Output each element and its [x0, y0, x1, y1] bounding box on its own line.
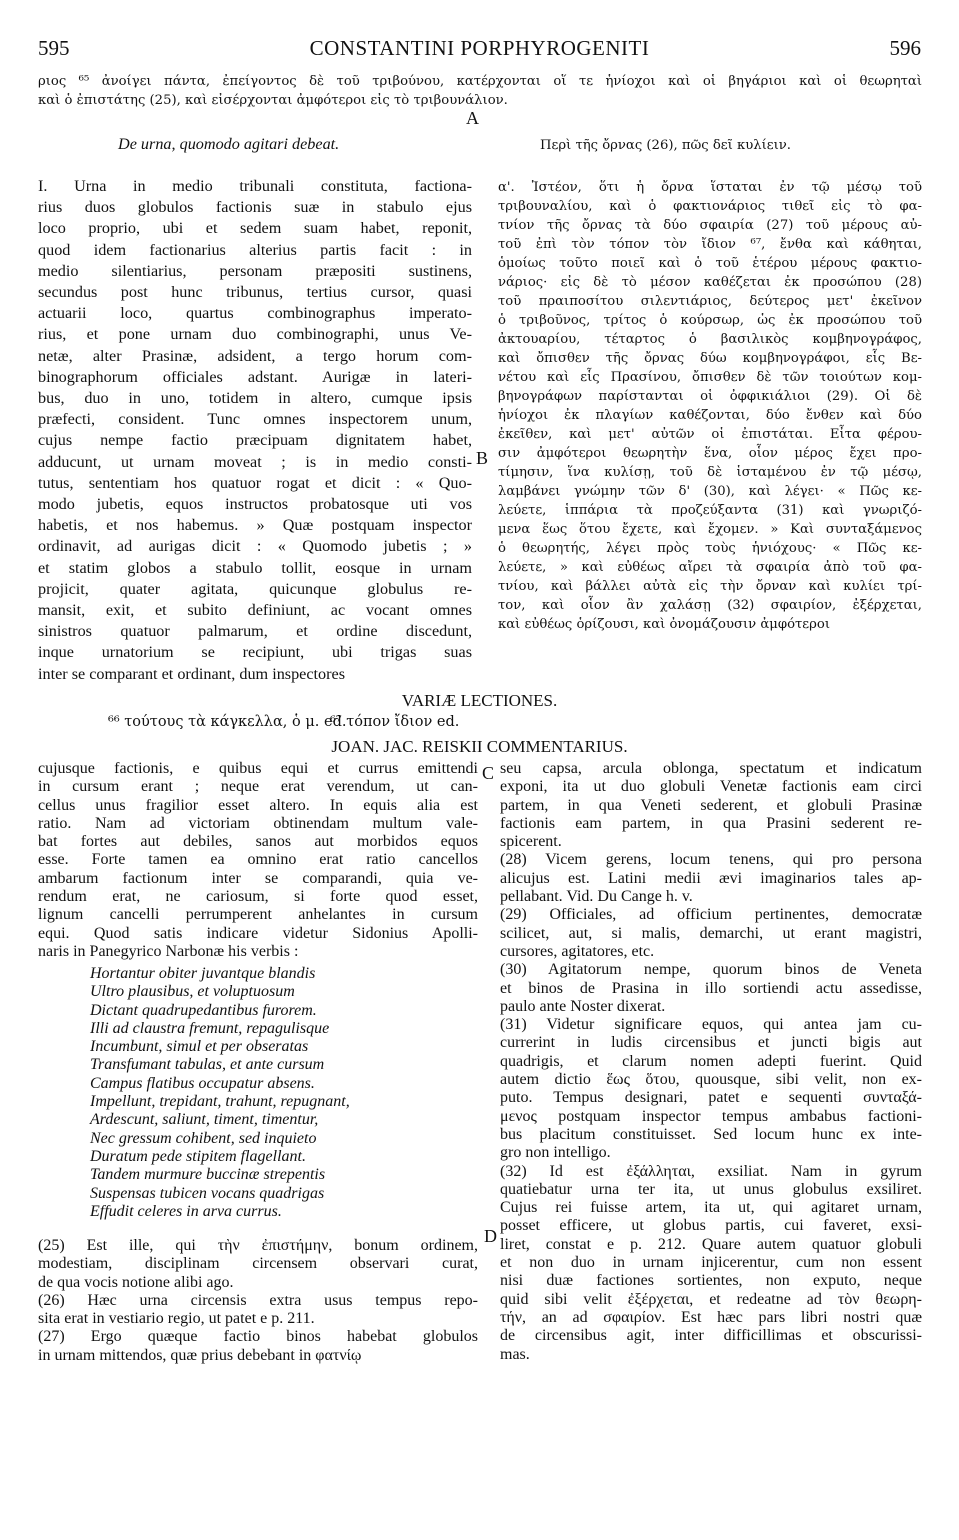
text-line: liret, constat e p. 212. Quare autem quatuor globuli — [500, 1235, 922, 1253]
text-line: medio silentiarius, personam præpositi sustinens, — [38, 261, 472, 280]
text-line: Ardescunt, saliunt, timent, timentur, — [90, 1111, 319, 1129]
text-line: ὁμοίως τοῦτο ποιεῖ καὶ ὁ τοῦ ἑτέρου μέρους φακτιο- — [498, 256, 922, 271]
commentary-left-top — [38, 760, 478, 961]
margin-marker-b: B — [476, 448, 489, 468]
text-line: Hortantur obiter juvantque blandis — [90, 965, 316, 982]
text-line: spicerent. — [500, 833, 562, 851]
text-line: habetis, et nos habemus. » Quæ postquam inspector — [38, 516, 472, 535]
text-line: Incumbunt, simul et per obseratas — [90, 1038, 309, 1056]
margin-marker-a: A — [466, 108, 479, 128]
text-line: Transfumant tabulas, et ante cursum — [90, 1056, 325, 1074]
text-line: τνίον τῆς ὄρνας τὰ δύο σφαιρία (27) τοῦ μέρους αὐ- — [498, 218, 922, 233]
text-line: exponi, ita ut duo globuli Venetæ factionis eam circi — [500, 778, 922, 796]
text-line: καὶ εὐθέως ὁρίζουσι, καὶ ὀνομάζουσιν ἀμφότεροι — [498, 617, 830, 632]
margin-marker-c: C — [482, 763, 495, 783]
text-line: quod idem factionarius alterius partis facit : in — [38, 240, 472, 259]
text-line: inque urnatorium se recipiunt, ubi trigas suas — [38, 643, 472, 662]
commentary-right — [500, 760, 922, 1364]
text-line: alicujus est. Latini medii ævi imaginarios tales ap- — [500, 869, 922, 887]
text-line: cursores, agitatores, etc. — [500, 942, 655, 960]
text-line: λεύετε, » καὶ εὐθέως αἴρει τὰ σφαιρία ἀπὸ τοῦ φα- — [498, 560, 922, 575]
text-line: λεύετε, ἱππάρια τὰ προζεύξαντα (31) καὶ γνωριζό- — [498, 503, 922, 518]
text-line: (27) Ergo quæque factio binos habebat globulos — [38, 1328, 478, 1346]
text-line: ἐκεῖθεν, καὶ μετ' αὐτῶν οἱ ἐπιστάται. Εἶτα φέρου- — [498, 427, 922, 442]
text-line: Duratum pede stipitem flagellant. — [90, 1147, 306, 1165]
text-line: mansit, exit, et subito definiunt, ac vocant omnes — [38, 601, 472, 620]
text-line: equi. Quod satis indicare videtur Sidonius Apolli- — [38, 924, 478, 942]
text-line: cellus unus fragilior esset altero. In equis alia est — [38, 796, 478, 814]
text-line: I. Urna in medio tribunali constituta, factiona- — [38, 177, 472, 195]
page-number-left: 595 — [38, 36, 70, 60]
section-heading-latin: De urna, quomodo agitari debeat. — [118, 135, 340, 153]
text-line: esse. Forte tamen ea omnino erat ratio cancellos — [38, 851, 478, 869]
text-line: σιν ἀμφότεροι θεωρητὴν ἕνα, οἷον μέρος ἔχει προ- — [498, 446, 922, 461]
text-line: ὁ θεωρητής, λέγει πρὸς τοὺς ἡνιόχους· « Πῶς κε- — [498, 541, 922, 556]
text-line: mas. — [500, 1345, 530, 1363]
section-heading-greek: Περὶ τῆς ὄρνας (26), πῶς δεῖ κυλίειν. — [540, 138, 792, 153]
text-line: naris in Panegyrico Narbonæ his verbis : — [38, 942, 299, 960]
text-line: καὶ ὄπισθεν τῆς ὄρνας δύω κομβηνογράφοι, εἷς Βε- — [498, 351, 922, 366]
text-line: τνίου, καὶ βάλλει αὐτὰ εἰς τὴν ὄρναν καὶ κυλίει τρί- — [498, 579, 922, 594]
variae-lectiones-title: VARIÆ LECTIONES. — [401, 691, 558, 710]
text-line: ὁ τριβοῦνος, τρίτος ὁ κούρσωρ, ὡς ἐκ προσώπου τοῦ — [498, 313, 922, 328]
text-line: νέτου καὶ εἷς Πρασίνου, ὄπισθεν δὲ τῶν τοιούτων κομ- — [498, 370, 922, 385]
text-line: Impellunt, trepidant, trahunt, repugnant, — [90, 1093, 350, 1111]
text-line: scilicet, aut, si malis, demarchi, ut erant magistri, — [500, 924, 922, 942]
text-line: sinistros quatuor palmarum, et ordine discedunt, — [38, 622, 472, 641]
text-line: lignum cancelli perrumperent anhelantes in cursum — [38, 906, 478, 924]
text-line: quadrigis, et clarum nomen adepti fuerint. Quid — [500, 1052, 922, 1070]
text-line: Ultro plausibus, et voluptuosum — [90, 983, 295, 1001]
text-line: bus placitum constituisset. Sed locum hunc ex inte- — [500, 1125, 922, 1143]
text-line: τον, καὶ οἷον ἂν χαλάσῃ (32) σφαιρίον, ἐξέρχεται, — [498, 598, 922, 613]
commentary-left-bottom — [38, 1237, 478, 1365]
text-line: α'. Ἰστέον, ὅτι ἡ ὄρνα ἵσταται ἐν τῷ μέσῳ τοῦ — [498, 180, 922, 195]
text-line: Effudit celeres in arva currus. — [90, 1202, 282, 1220]
text-line: (30) Agitatorum nempe, quorum binos de Veneta — [500, 961, 922, 979]
text-line: cujus nempe factio præcipuam dignitatem habet, — [38, 431, 472, 450]
text-line: καὶ ὁ ἐπιστάτης (25), καὶ εἰσέρχονται ἀμφότεροι εἰς τὸ τριβουνάλιον. — [38, 93, 508, 108]
text-line: modestiam, disciplinam circensem observari curat, — [38, 1255, 478, 1273]
text-line: quatiebatur urna ter ita, ut unus globulus exsiliret. — [500, 1180, 922, 1198]
text-line: (29) Officiales, ad officium pertinentes, democratæ — [500, 906, 922, 924]
text-line: præfecti, consident. Tunc omnes inspectorem unum, — [38, 410, 472, 429]
text-line: et non duo in urnam injicerentur, cum non essent — [500, 1254, 922, 1272]
text-line: puto. Tempus designari, patet e sequenti συνταξά- — [500, 1089, 922, 1107]
text-line: quid sibi velit ἐξέρχεται, et redeatne ad τὸν θεωρη- — [500, 1290, 922, 1308]
text-line: currerint in ludis circensibus et juncti bigis aut — [500, 1034, 922, 1052]
text-line: posset efficere, ut globus partis, cui faveret, exsi- — [500, 1217, 922, 1235]
variant-note-67: ⁶⁷ τόπον ἴδιον ed. — [330, 714, 460, 730]
text-line: netæ, alter Prasinæ, adsident, a tergo horum com- — [38, 346, 472, 365]
text-line: nisi duæ factiones sortientes, non exputo, neque — [500, 1272, 922, 1290]
text-line: βηνογράφων παρίστανται οἱ ὀφφικιάλιοι (29). Οἱ δὲ — [498, 389, 922, 404]
text-line: rius, et pone urnam duo combinographi, unus Ve- — [38, 325, 472, 344]
text-line: (32) Id est ἐξάλληται, exsiliat. Nam in gyrum — [500, 1162, 922, 1180]
latin-main-text — [38, 176, 472, 685]
text-line: Suspensas tubicen vocans quadrigas — [90, 1184, 325, 1202]
text-line: τριβουναλίου, καὶ ὁ φακτιονάριος τιθεῖ εἰς τὸ φα- — [498, 199, 922, 214]
text-line: Campus flatibus occupatur absens. — [90, 1074, 315, 1092]
text-line: et binos de Prasina in illo sortiendi actu assedisse, — [500, 979, 922, 997]
page-number-right: 596 — [889, 36, 921, 60]
text-line: Illi ad claustra fremunt, repagulisque — [90, 1019, 330, 1037]
text-line: bat fortes aut debiles, sanos aut morbidos equos — [38, 833, 478, 851]
text-line: inter se comparant et ordinant, dum inspectores — [38, 664, 346, 683]
text-line: paulo ante Noster dixerat. — [500, 997, 666, 1015]
text-line: τοῦ ἐπὶ τὸν τόπον τὸν ἴδιον ⁶⁷, ἔνθα καὶ κάθηται, — [498, 237, 922, 252]
text-line: ambarum factionum inter se comparandi, quia ve- — [38, 869, 478, 887]
greek-main-text — [498, 178, 922, 634]
text-line: Dictant quadrupedantibus furorem. — [90, 1001, 317, 1019]
text-line: tutus, sententiam hos quatuor rogat et dicit : « Quo- — [38, 473, 472, 492]
text-line: de qua vocis notione alibi ago. — [38, 1273, 234, 1291]
text-line: λαμβάνει γνώμην τῶν δ' (30), καὶ λέγει· « Πῶς κε- — [498, 484, 922, 499]
text-line: μενα ἕως ὅτου ἔχετε, καὶ ἔχομεν. » Καὶ συνταξάμενος — [498, 522, 922, 537]
text-line: (28) Vicem gerens, locum tenens, qui pro persona — [500, 851, 922, 869]
text-line: μενος postquam inspector tempus ambabus factioni- — [500, 1107, 922, 1125]
variant-note-66: ⁶⁶ τούτους τὰ κάγκελλα, ὁ μ. ed. — [108, 714, 347, 730]
text-line: et statim globos a stabulo tollit, eosque in urnam — [38, 558, 472, 577]
text-line: Tandem murmure buccinæ strepentis — [90, 1166, 326, 1184]
running-title: CONSTANTINI PORPHYROGENITI — [309, 36, 650, 60]
text-line: rendum erat, ne cariosum, si forte quod esset, — [38, 888, 478, 906]
text-line: in urnam mittendos, quæ prius debebant in φατνίῳ — [38, 1346, 362, 1364]
running-header — [38, 36, 921, 60]
text-line: (25) Est ille, qui τὴν ἐπιστήμην, bonum ordinem, — [38, 1237, 478, 1254]
text-line: sita erat in vestiario regio, ut patet e p. 211. — [38, 1310, 315, 1328]
text-line: secundus post hunc tribunus, tertius cursor, quasi — [38, 283, 472, 302]
text-line: τίμησιν, ἵνα κυλίσῃ, τοῦ δὲ ἱσταμένου ἐν τῷ μέσῳ, — [498, 465, 922, 480]
text-line: τοῦ πραιποσίτου σιλεντιάριος, δεύτερος μετ' ἐκεῖνον — [498, 294, 922, 309]
text-line: projicit, quater agitata, quicunque globulus re- — [38, 579, 472, 598]
intro-greek — [38, 72, 922, 110]
text-line: Cujus rei fuisse artem, ita ut, qui agitaret urnam, — [500, 1199, 922, 1217]
text-line: seu capsa, arcula oblonga, spectatum et indicatum — [500, 760, 922, 777]
text-line: ἡνίοχοι ἐκ πλαγίων καθέζονται, δύο ἔνθεν καὶ δύο — [498, 408, 922, 423]
text-line: bus, duo in uno, totidem in altero, cumque ipsis — [38, 389, 472, 408]
text-line: modo jubetis, equos instructos probatosque uti vos — [38, 495, 472, 514]
text-line: τήν, an ad σφαιρίον. Est hæc pars libri nostri quæ — [500, 1308, 922, 1326]
text-line: (31) Videtur significare equos, qui antea jam cu- — [500, 1016, 922, 1034]
text-line: Nec gressum cohibent, sed inquieto — [90, 1129, 317, 1147]
text-line: gro non intelligo. — [500, 1144, 611, 1162]
text-line: de circensibus agit, inter difficillimas et obscurissi- — [500, 1327, 922, 1345]
text-line: loco proprio, ubi et sedem suam habet, reponit, — [38, 219, 472, 238]
text-line: actuarii loco, quartus combinographus imperato- — [38, 304, 472, 323]
text-line: binographorum officiales adstant. Aurigæ in lateri- — [38, 367, 472, 386]
commentary-title: JOAN. JAC. REISKII COMMENTARIUS. — [331, 737, 628, 756]
text-line: ριος ⁶⁵ ἀνοίγει πάντα, ἐπείγοντος δὲ τοῦ τριβούνου, κατέρχονται οἵ τε ἡνίοχοι καὶ οἱ βηγάριοι καὶ οἱ θεωρηταὶ — [38, 74, 922, 89]
text-line: ἀκτουαρίου, τέταρτος ὁ βασιλικὸς κομβηνογράφος, — [498, 332, 922, 347]
text-line: rius duos globulos factionis suæ in stabulo ejus — [38, 198, 472, 217]
text-line: ordinavit, ad aurigas dicit : « Quomodo jubetis ; » — [38, 537, 472, 556]
text-line: factionis eam partem, in qua Prasini sederent re- — [500, 814, 922, 832]
text-line: partem, in qua Veneti sederent, et globuli Prasinæ — [500, 796, 922, 814]
text-line: cujusque factionis, e quibus equi et currus emittendi — [38, 760, 478, 777]
margin-marker-d: D — [484, 1226, 497, 1246]
text-line: autem dictio ἕως ὅτου, quousque, sibi velit, non ex- — [500, 1071, 922, 1089]
text-line: (26) Hæc urna circensis extra usus tempus repo- — [38, 1291, 478, 1309]
sidonius-poem — [90, 965, 480, 1221]
text-line: νάριος· εἰς δὲ τὸ μέσον καθέζεται ἐκ προσώπου (28) — [498, 275, 922, 290]
text-line: adducunt, ut urnam moveat ; is in medio consti- — [38, 452, 472, 471]
text-line: in cursum erant ; neque erat verendum, ut can- — [38, 778, 478, 796]
text-line: pellabant. Vid. Du Cange h. v. — [500, 888, 693, 906]
text-line: ratio. Nam ad victoriam obtinendam multum vale- — [38, 814, 478, 832]
